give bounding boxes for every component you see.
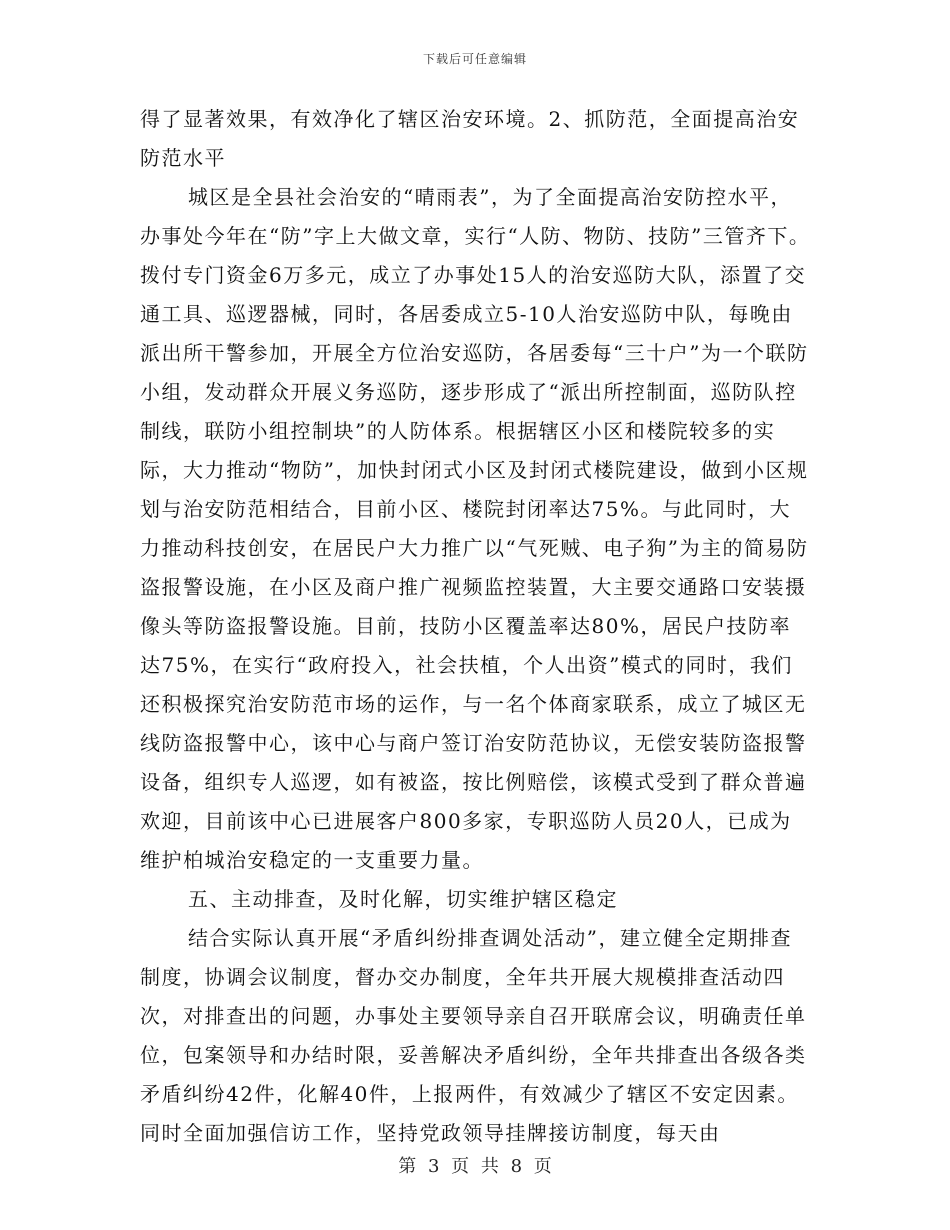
page-number: 第 3 页 共 8 页 [398,1156,552,1177]
document-body [140,100,812,1153]
page-header: 下载后可任意编辑 [422,52,527,66]
paragraph: 结合实际认真开展“矛盾纠纷排查调处活动”，建立健全定期排查制度，协调会议制度，督办交办制度，全年共开展大规模排查活动四次，对排查出的问题，办事处主要领导亲自召开联席会议，明确责任单位，包案领导和办结时限，妥善解决矛盾纠纷，全年共排查出各级各类矛盾纠纷42件，化解40件，上报两件，有效减少了辖区不安定因素。同时全面加强信访工作，坚持党政领导挂牌接访制度，每天由 [140,926,807,1145]
section-heading: 五、主动排查，及时化解，切实维护辖区稳定 [188,887,618,911]
paragraph: 城区是全县社会治安的“晴雨表”，为了全面提高治安防控水平，办事处今年在“防”字上大做文章，实行“人防、物防、技防”三管齐下。拨付专门资金6万多元，成立了办事处15人的治安巡防大队，添置了交通工具、巡逻器械，同时，各居委成立5-10人治安巡防中队，每晚由派出所干警参加，开展全方位治安巡防，各居委每“三十户”为一个联防小组，发动群众开展义务巡防，逐步形成了“派出所控制面，巡防队控制线，联防小组控制块”的人防体系。根据辖区小区和楼院较多的实际，大力推动“物防”，加快封闭式小区及封闭式楼院建设，做到小区规划与治安防范相结合，目前小区、楼院封闭率达75%。与此同时，大力推动科技创安，在居民户大力推广以“气死贼、电子狗”为主的简易防盗报警设施，在小区及商户推广视频监控装置，大主要交通路口安装摄像头等防盗报警设施。目前，技防小区覆盖率达80%，居民户技防率达75%，在实行“政府投入，社会扶植，个人出资”模式的同时，我们还积极探究治安防范市场的运作，与一名个体商家联系，成立了城区无线防盗报警中心，该中心与商户签订治安防范协议，无偿安装防盗报警设备，组织专人巡逻，如有被盗，按比例赔偿，该模式受到了群众普遍欢迎，目前该中心已进展客户800多家，专职巡防人员20人，已成为维护柏城治安稳定的一支重要力量。 [140,185,811,872]
paragraph: 得了显著效果，有效净化了辖区治安环境。2、抓防范，全面提高治安防范水平 [140,107,800,170]
